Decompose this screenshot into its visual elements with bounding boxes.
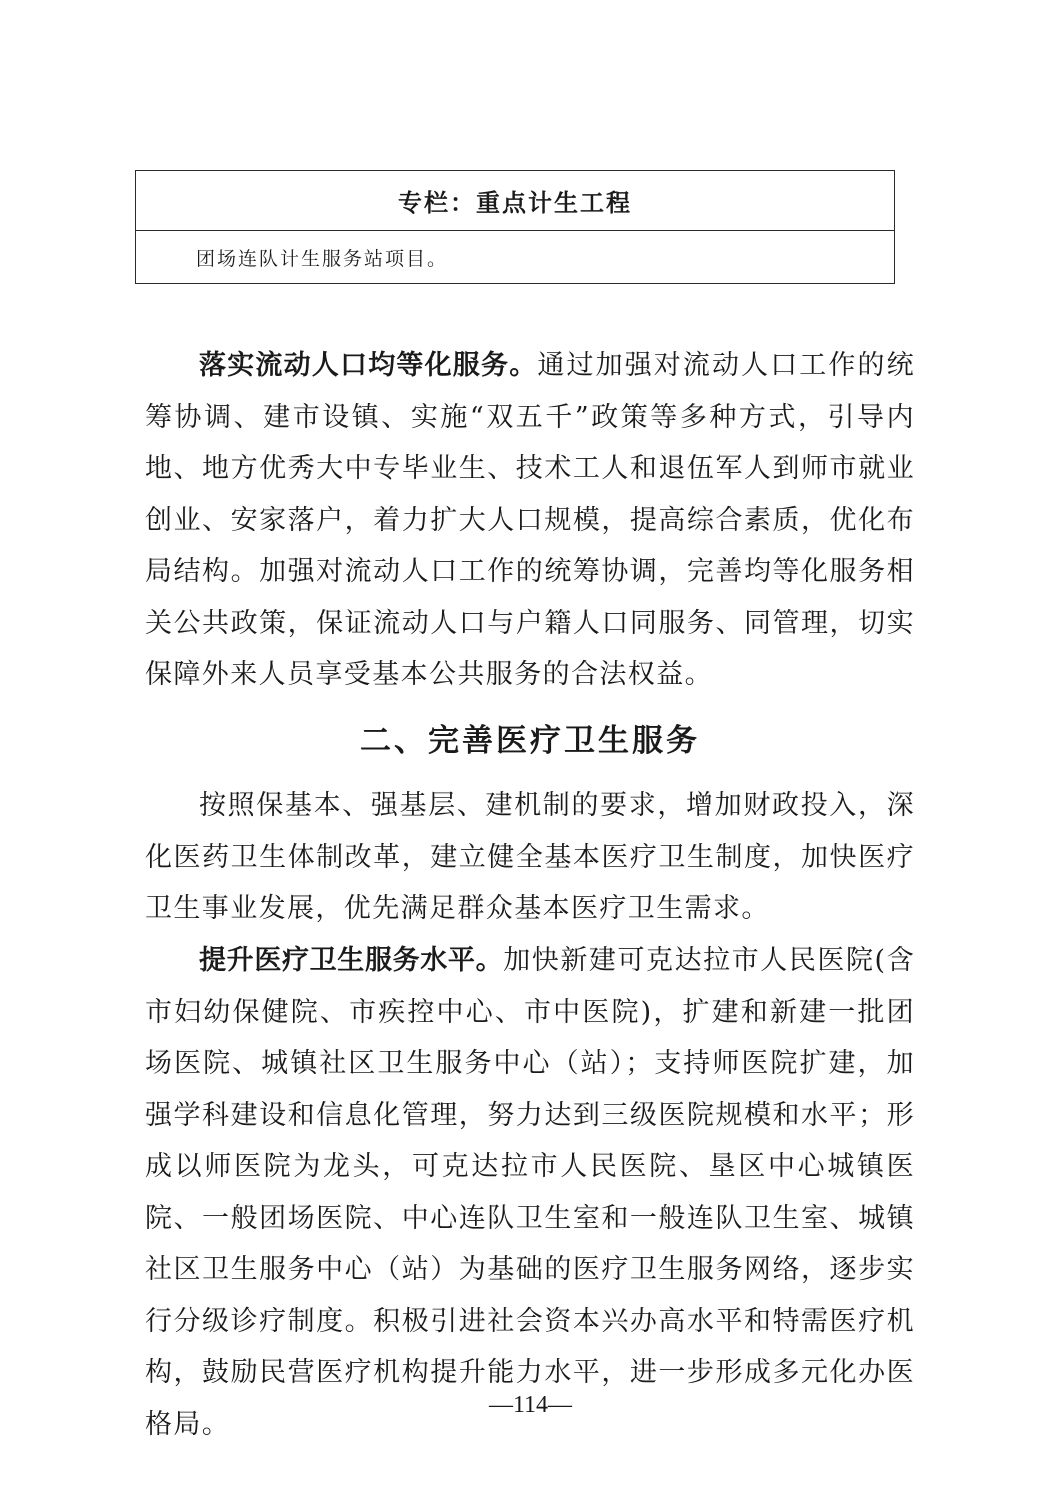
paragraph-floating-population bbox=[145, 340, 915, 701]
paragraph-medical-level bbox=[145, 935, 915, 1450]
column-box-content: 团场连队计生服务站项目。 bbox=[196, 247, 449, 270]
page-number: —114— bbox=[488, 1392, 573, 1418]
column-box-title: 专栏：重点计生工程 bbox=[136, 171, 894, 231]
section-heading-medical-services: 二、完善医疗卫生服务 bbox=[360, 723, 700, 759]
paragraph-lead-medical-level: 提升医疗卫生服务水平。 bbox=[199, 945, 504, 976]
paragraph-body-floating-population: 通过加强对流动人口工作的统筹协调、建市设镇、实施“双五千”政策等多种方式，引导内地、地方优秀大中专毕业生、技术工人和退伍军人到师市就业创业、安家落户，着力扩大人口规模，提高综合素质，优化布局结构。加强对流动人口工作的统筹协调，完善均等化服务相关公共政策，保证流动人口与户籍人口同服务、同管理，切实保障外来人员享受基本公共服务的合法权益。 bbox=[145, 350, 916, 690]
paragraph-intro-medical: 按照保基本、强基层、建机制的要求，增加财政投入，深化医药卫生体制改革，建立健全基本医疗卫生制度，加快医疗卫生事业发展，优先满足群众基本医疗卫生需求。 bbox=[145, 790, 915, 924]
paragraph-lead-floating-population: 落实流动人口均等化服务。 bbox=[199, 350, 538, 381]
paragraph-body-medical-level: 加快新建可克达拉市人民医院(含市妇幼保健院、市疾控中心、市中医院)，扩建和新建一批团场医院、城镇社区卫生服务中心（站）；支持师医院扩建，加强学科建设和信息化管理，努力达到三级医院规模和水平；形成以师医院为龙头，可克达拉市人民医院、垦区中心城镇医院、一般团场医院、中心连队卫生室和一般连队卫生室、城镇社区卫生服务中心（站）为基础的医疗卫生服务网络，逐步实行分级诊疗制度。积极引进社会资本兴办高水平和特需医疗机构，鼓励民营医疗机构提升能力水平，进一步形成多元化办医格局。 bbox=[145, 945, 915, 1440]
column-box bbox=[135, 170, 895, 284]
